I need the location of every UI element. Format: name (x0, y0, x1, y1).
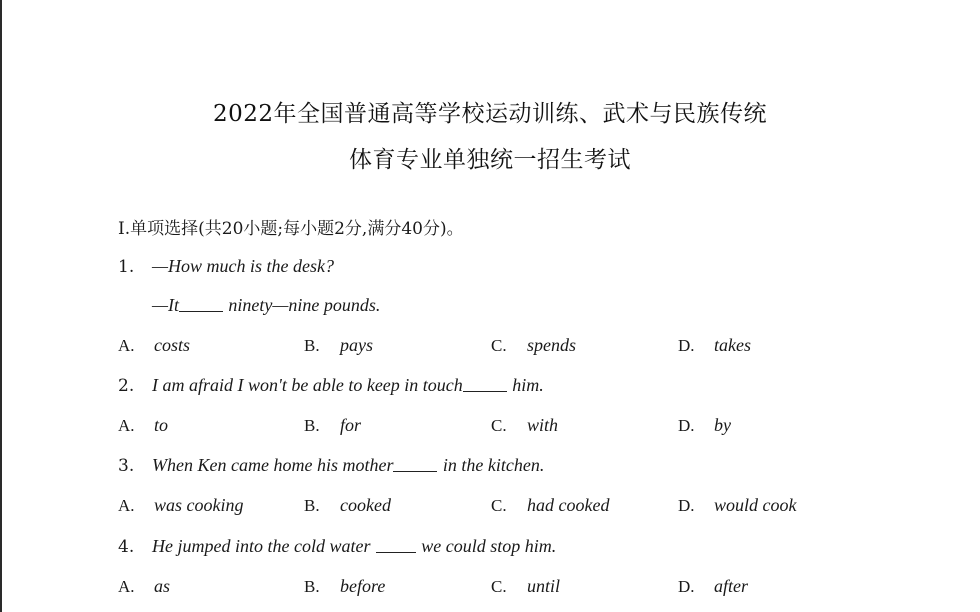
option-a[interactable]: A. to (118, 415, 169, 435)
answer-blank[interactable] (179, 297, 223, 312)
option-a[interactable]: A. costs (118, 335, 190, 355)
option-c[interactable]: C. had cooked (491, 495, 610, 515)
option-b[interactable]: B. before (304, 576, 386, 596)
option-d[interactable]: D. after (678, 576, 748, 596)
answer-blank[interactable] (463, 377, 507, 392)
question-number: 2. (118, 376, 135, 396)
option-a[interactable]: A. as (118, 576, 171, 596)
answer-blank[interactable] (393, 457, 437, 472)
question-text-after-blank: ninety—nine pounds. (228, 295, 381, 315)
question-text-after-blank: in the kitchen. (442, 455, 545, 475)
question-number: 4. (118, 537, 135, 557)
question-2-options (0, 415, 980, 439)
section-heading: I.单项选择(共20小题;每小题2分,满分40分)。 (118, 219, 464, 239)
question-3-prompt (118, 455, 544, 476)
option-a[interactable]: A. was cooking (118, 495, 244, 515)
question-text: —How much is the desk? (152, 256, 334, 276)
question-text-before-blank: I am afraid I won't be able to keep in touch (152, 375, 463, 395)
option-b[interactable]: B. pays (304, 335, 373, 355)
exam-title-line-1: 2022年全国普通高等学校运动训练、武术与民族传统 (212, 101, 768, 127)
question-1-prompt (118, 256, 334, 277)
question-number: 1. (118, 257, 135, 277)
option-b[interactable]: B. cooked (304, 495, 391, 515)
option-b[interactable]: B. for (304, 415, 362, 435)
question-4-prompt (118, 536, 556, 557)
exam-title-line-2: 体育专业单独统一招生考试 (349, 147, 631, 173)
question-3-options (0, 495, 980, 519)
option-c[interactable]: C. spends (491, 335, 576, 355)
question-text-before-blank: When Ken came home his mother (152, 455, 394, 475)
question-text-after-blank: we could stop him. (421, 536, 557, 556)
option-d[interactable]: D. would cook (678, 495, 797, 515)
answer-blank[interactable] (376, 538, 416, 553)
option-c[interactable]: C. with (491, 415, 559, 435)
question-text-before-blank: He jumped into the cold water (152, 536, 371, 556)
question-1-answer-line (152, 295, 380, 316)
question-text-after-blank: him. (512, 375, 544, 395)
page-left-edge (0, 0, 2, 612)
question-number: 3. (118, 456, 135, 476)
option-d[interactable]: D. takes (678, 335, 751, 355)
question-4-options (0, 576, 980, 600)
option-c[interactable]: C. until (491, 576, 561, 596)
option-d[interactable]: D. by (678, 415, 731, 435)
question-text-before-blank: —It (152, 295, 179, 315)
question-2-prompt (118, 375, 544, 396)
question-1-options (0, 335, 980, 359)
